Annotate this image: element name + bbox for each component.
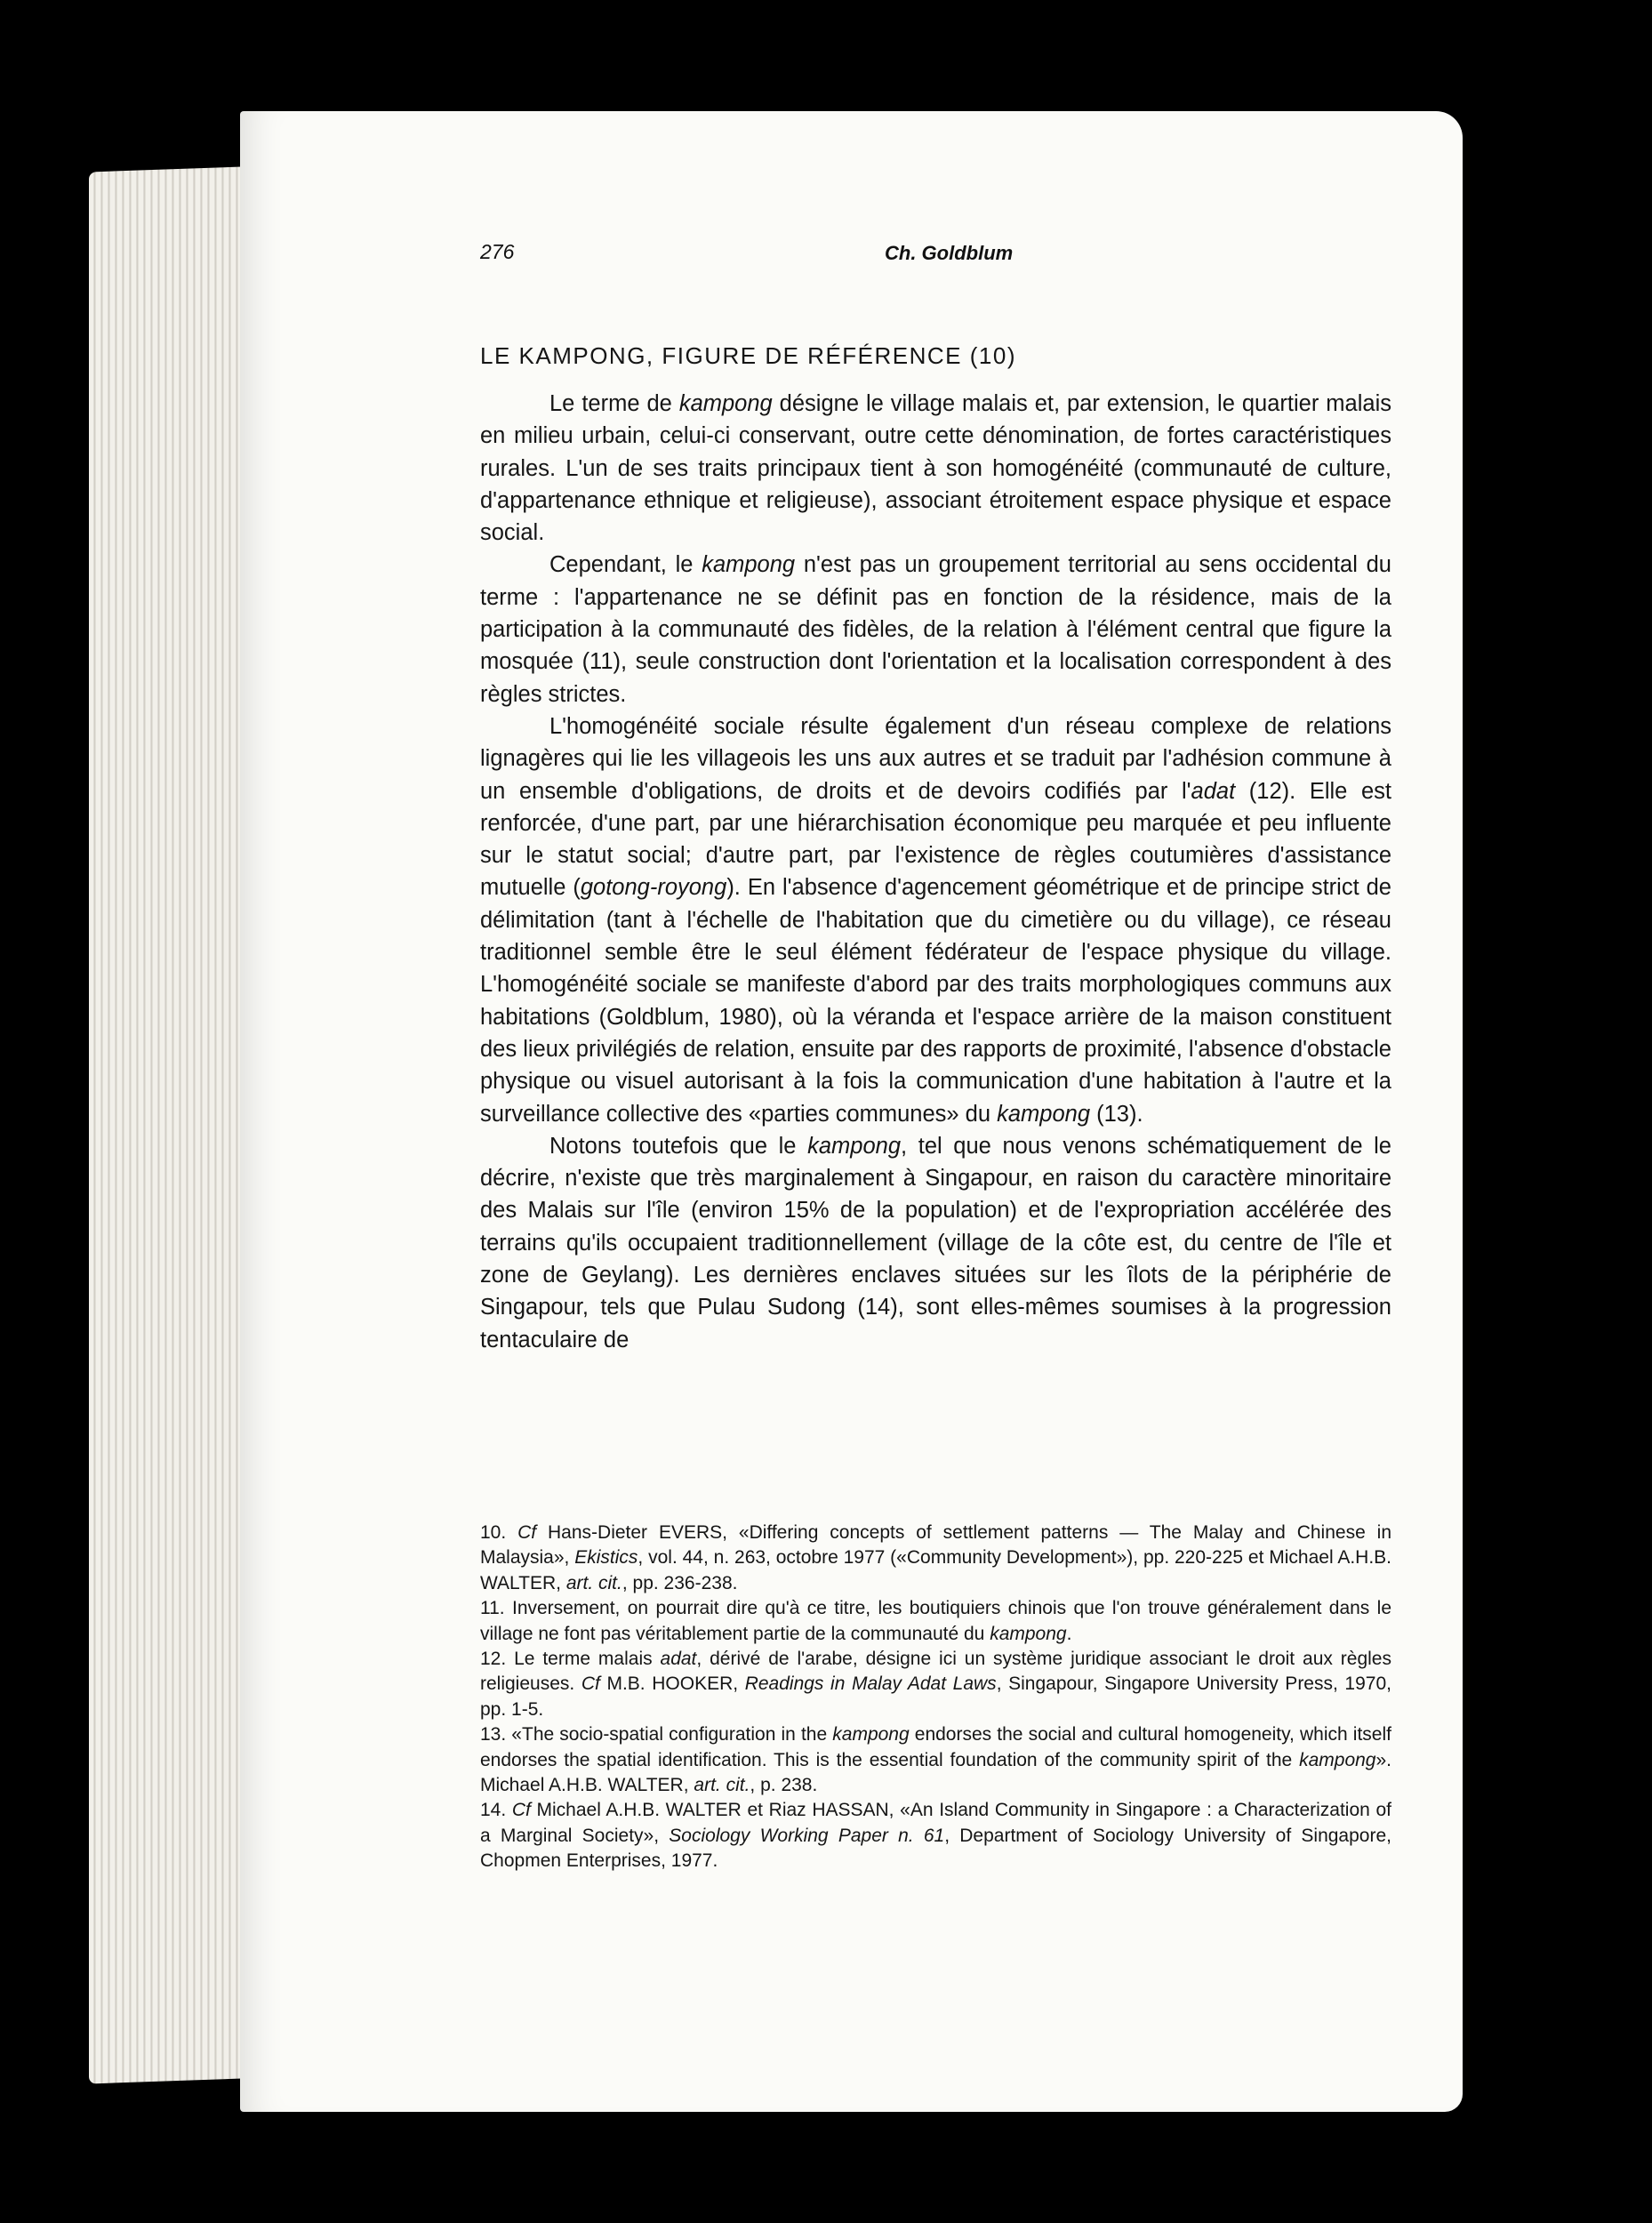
section-heading: LE KAMPONG, FIGURE DE RÉFÉRENCE (10) xyxy=(480,342,1016,369)
text-run: , pp. 236-238. xyxy=(622,1572,738,1593)
text-run: , Singapour, Singapore University Press, 1970, pp. 1-5. xyxy=(480,1673,1391,1720)
italic-term: art. cit. xyxy=(694,1775,750,1796)
text-run: Michael A.H.B. WALTER et Riaz HASSAN, «An Island Community in Singapore : a Characterization of a Marginal Society», xyxy=(480,1800,1391,1846)
footnotes xyxy=(480,1521,1391,1874)
italic-term: adat xyxy=(1191,778,1236,804)
italic-term: art. cit. xyxy=(565,1572,622,1593)
footnote-4 xyxy=(480,1722,1391,1798)
italic-term: kampong xyxy=(678,391,773,416)
running-head-author: Ch. Goldblum xyxy=(885,242,1014,264)
italic-term: kampong xyxy=(997,1101,1091,1127)
text-run: Le terme de xyxy=(549,391,679,416)
text-run: Notons toutefois que le xyxy=(549,1133,808,1159)
text-run: , tel que nous venons schématiquement de le décrire, n'existe que très marginalement à Singapour, en raison du caractère minoritaire des Malais sur l'île (environ 15% de la population) et de l'expropriation accélérée des terrains qu'ils occupaient traditionnellement (village de la côte est, du centre de l'île et zone de Geylang). Les dernières enclaves situées sur les îlots de la périphérie de Singapour, tels que Pulau Sudong (14), sont elles-mêmes soumises à la progression tentaculaire de xyxy=(480,1133,1391,1352)
text-run: n'est pas un groupement territorial au sens occidental du terme : l'appartenance ne se définit pas en fonction de la résidence, mais de la participation à la communauté des fidèles, de la relation à l'élément central que figure la mosquée (11), seule construction dont l'orientation et la localisation correspondent à des règles strictes. xyxy=(480,552,1391,707)
text-run: M.B. HOOKER, xyxy=(599,1673,745,1695)
body-text xyxy=(480,388,1391,1356)
text-run: 12. Le terme malais xyxy=(480,1649,661,1670)
footnote-2 xyxy=(480,1596,1391,1647)
italic-term: gotong-royong xyxy=(580,875,727,901)
footnote-3 xyxy=(480,1647,1391,1722)
paragraph-3 xyxy=(480,710,1391,1130)
page-number: 276 xyxy=(480,240,515,263)
footnote-5 xyxy=(480,1798,1391,1874)
italic-term: Cf xyxy=(581,1673,600,1695)
italic-term: kampong xyxy=(807,1133,902,1159)
text-run: ). En l'absence d'agencement géométrique et de principe strict de délimitation (tant à l'échelle de l'habitation que du cimetière ou du village), ce réseau traditionnel semble être le seul élément fédérateur de l'espace physique du village. L'homogénéité sociale se manifeste d'abord par des traits morphologiques communs aux habitations (Goldblum, 1980), où la véranda et l'espace arrière de la maison constituent des lieux privilégiés de relation, ensuite par des rapports de proximité, l'absence d'obstacle physique ou visuel autorisant à la fois la communication d'une habitation à l'autre et la surveillance collective des «parties communes» du xyxy=(480,875,1391,1127)
text-run: Cependant, le xyxy=(549,552,702,578)
italic-term: Readings in Malay Adat Laws xyxy=(744,1673,997,1695)
italic-term: kampong xyxy=(702,552,796,578)
text-run: 13. «The socio-spatial configuration in the xyxy=(480,1724,833,1745)
main-content xyxy=(480,342,1391,1356)
italic-term: kampong xyxy=(832,1724,910,1745)
text-run: ». Michael A.H.B. WALTER, xyxy=(480,1749,1391,1796)
paragraph-2 xyxy=(480,549,1391,710)
footnote-1 xyxy=(480,1521,1391,1596)
text-run: (13). xyxy=(1090,1101,1143,1127)
text-run: , vol. 44, n. 263, octobre 1977 («Community Development»), pp. 220-225 et Michael A.H.B. WALTER, xyxy=(480,1547,1392,1593)
text-run: , p. 238. xyxy=(750,1775,818,1796)
text-run: (12). Elle est renforcée, d'une part, par une hiérarchisation économique peu marquée et peu influente sur le statut social; d'autre part, par l'existence de règles coutumières d'assistance mutuelle ( xyxy=(480,778,1391,901)
text-run: 14. xyxy=(480,1800,512,1821)
running-head xyxy=(480,240,1387,276)
italic-term: Cf xyxy=(517,1522,537,1543)
text-run: . xyxy=(1066,1623,1072,1644)
text-run: , Department of Sociology University of Singapore, Chopmen Enterprises, 1977. xyxy=(480,1825,1391,1872)
text-run: , dérivé de l'arabe, désigne ici un système juridique associant le droit aux règles religieuses. xyxy=(480,1649,1391,1695)
text-run: 11. Inversement, on pourrait dire qu'à ce titre, les boutiquiers chinois que l'on trouve généralement dans le village ne font pas véritablement partie de la communauté du xyxy=(480,1598,1391,1644)
italic-term: Ekistics xyxy=(574,1547,638,1569)
italic-term: Sociology Working Paper n. 61 xyxy=(669,1825,945,1846)
italic-term: adat xyxy=(660,1649,697,1670)
italic-term: kampong xyxy=(990,1623,1067,1644)
text-run: Hans-Dieter EVERS, «Differing concepts of settlement patterns — The Malay and Chinese in Malaysia», xyxy=(480,1522,1392,1569)
paragraph-4 xyxy=(480,1130,1391,1356)
text-run: désigne le village malais et, par extension, le quartier malais en milieu urbain, celui-ci conservant, outre cette dénomination, de fortes caractéristiques rurales. L'un de ses traits principaux tient à son homogénéité (communauté de culture, d'appartenance ethnique et religieuse), associant étroitement espace physique et espace social. xyxy=(480,391,1391,546)
italic-term: Cf xyxy=(511,1800,531,1821)
text-run: L'homogénéité sociale résulte également d'un réseau complexe de relations lignagères qui lie les villageois les uns aux autres et se traduit par l'adhésion commune à un ensemble d'obligations, de droits et de devoirs codifiés par l' xyxy=(480,713,1391,804)
text-run: endorses the social and cultural homogeneity, which itself endorses the spatial identification. This is the essential foundation of the community spirit of the xyxy=(480,1724,1391,1770)
italic-term: kampong xyxy=(1299,1749,1376,1770)
paragraph-1 xyxy=(480,388,1391,549)
text-run: 10. xyxy=(480,1522,518,1543)
